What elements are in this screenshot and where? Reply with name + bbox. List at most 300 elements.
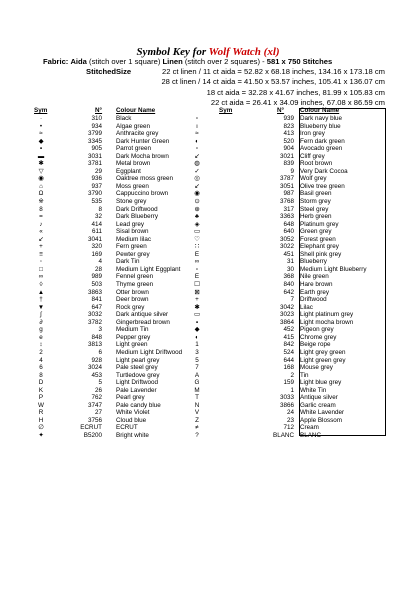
symbol-cell: □ [39,265,43,273]
table-row [34,432,204,440]
symbol-cell: ▭ [194,228,200,236]
table-row [34,153,204,161]
colour-name-cell: Light grey green [300,348,346,356]
symbol-cell: ▭ [194,311,200,319]
colour-name-cell: Apple Blossom [300,416,342,424]
symbol-cell: ⊠ [194,288,200,296]
colour-name-cell: Mouse grey [300,364,333,372]
dmc-number-cell: 23 [286,416,294,424]
fabric-sep: - [262,57,265,66]
symbol-cell: ▲ [37,288,45,296]
symbol-cell: ∫ [40,311,42,319]
dmc-number-cell: 451 [283,250,294,258]
size-line-2: 28 ct linen / 14 ct aida = 41.50 x 53.57 inches, 105.41 x 136.07 cm [161,77,385,86]
colour-name-cell: Dark Mocha brown [116,152,169,160]
table-row [34,334,204,342]
dmc-number-cell: 535 [91,198,102,206]
colour-name-cell: Parrot green [116,145,152,153]
table-row [34,379,204,387]
dmc-number-cell: 848 [91,333,102,341]
dmc-number-cell: 3345 [87,137,102,145]
colour-name-cell: Hare brown [300,281,333,289]
colour-name-cell: Thyme green [116,281,154,289]
dmc-number-cell: 4 [98,258,102,266]
dmc-number-cell: 503 [91,281,102,289]
dmc-number-cell: 987 [283,190,294,198]
colour-name-cell: ECRUT [116,424,138,432]
table-row [190,145,390,153]
symbol-cell: = [39,213,43,221]
dmc-number-cell: 3042 [279,303,294,311]
colour-name-cell: Driftwood [300,296,327,304]
colour-name-cell: Eggplant [116,167,141,175]
symbol-cell: · [39,115,43,122]
fabric-label: Fabric: [43,57,69,66]
table-row [34,341,204,349]
table-row [34,349,204,357]
table-row [34,183,204,191]
dmc-number-cell: 452 [283,326,294,334]
table-row [190,198,390,206]
left-symbol-table [34,115,204,440]
table-row [34,138,204,146]
colour-name-cell: Medium lilac [116,235,151,243]
symbol-cell: G [194,379,200,387]
table-row [190,379,390,387]
dmc-number-cell: 3021 [279,152,294,160]
colour-name-cell: Chrome grey [300,333,337,341]
colour-name-cell: Root brown [300,160,333,168]
table-row [190,273,390,281]
symbol-cell: ◎ [194,175,200,183]
table-row [34,296,204,304]
dmc-number-cell: 611 [91,228,102,236]
symbol-cell: ∞ [38,273,44,281]
colour-name-cell: Cream [300,424,319,432]
colour-name-cell: White Violet [116,409,150,417]
symbol-cell: ∷ [194,243,199,251]
colour-name-cell: Earth grey [300,288,330,296]
symbol-cell: K [38,386,44,394]
dmc-number-cell: 168 [283,364,294,372]
table-row [34,289,204,297]
symbol-cell: ◆ [38,137,44,145]
colour-name-cell: Lilac [300,303,313,311]
table-row [190,175,390,183]
colour-name-cell: Sisal brown [116,228,149,236]
colour-name-cell: Rock grey [116,303,145,311]
fabric-aida-note: (stitch over 1 square) [89,57,161,66]
colour-name-cell: Basil green [300,190,332,198]
symbol-cell: ⊕ [194,205,200,213]
dmc-number-cell: 936 [91,175,102,183]
symbol-cell: 3 [195,348,199,356]
colour-name-cell: Avocado green [300,145,343,153]
table-row [34,281,204,289]
table-row [190,160,390,168]
symbol-cell: ▫ [195,145,199,153]
colour-name-cell: Iron grey [300,130,325,138]
table-row [190,289,390,297]
colour-name-cell: Pewter grey [116,250,150,258]
dmc-number-cell: 3782 [87,318,102,326]
table-row [34,190,204,198]
size-line-3: 18 ct aida = 32.28 x 41.67 inches, 81.99 x 105.83 cm [206,88,385,97]
fabric-aida: Aida [70,57,87,66]
table-row [190,424,390,432]
title-prefix: Symbol Key for [136,46,209,58]
table-row [34,394,204,402]
table-row [34,228,204,236]
symbol-cell: ◈ [194,220,200,228]
table-row [34,198,204,206]
symbol-cell: ◉ [38,175,44,183]
symbol-cell: 7 [195,364,199,372]
size-line-1: 22 ct linen / 11 ct aida = 52.82 x 68.18 inches, 134.16 x 173.18 cm [162,67,385,76]
table-row [190,206,390,214]
symbol-cell: ≈ [195,130,199,138]
symbol-cell: ✓ [194,167,200,175]
colour-name-cell: Olive tree green [300,182,345,190]
symbol-cell: ▪ [39,145,43,153]
colour-name-cell: Beige rope [300,341,331,349]
symbol-cell: ⊙ [194,198,200,206]
colour-name-cell: Light blue grey [300,379,342,387]
colour-name-cell: Pepper grey [116,333,151,341]
table-row [34,236,204,244]
symbol-cell: ↙ [38,235,44,243]
colour-name-cell: Pale Lavender [116,386,157,394]
symbol-cell: ▪ [195,318,199,326]
colour-name-cell: Pale candy blue [116,401,161,409]
table-row [34,213,204,221]
symbol-cell: H [38,416,44,424]
colour-name-cell: Fern green [116,243,147,251]
dmc-number-cell: 317 [283,205,294,213]
dmc-number-cell: 320 [91,243,102,251]
symbol-cell: ✦ [38,431,44,439]
dmc-number-cell: 30 [286,265,294,273]
colour-name-cell: Pale steel grey [116,364,158,372]
table-row [190,372,390,380]
symbol-cell: ∂ [39,318,43,326]
table-row [190,243,390,251]
table-row [190,130,390,138]
dmc-number-cell: 520 [283,137,294,145]
colour-name-cell: Herb green [300,213,332,221]
symbol-cell: ▬ [37,152,45,160]
fabric-linen-note: (stitch over 2 squares) [184,57,260,66]
dmc-number-cell: 841 [91,296,102,304]
dmc-number-cell: 26 [94,386,102,394]
symbol-cell: ≡ [39,250,43,258]
table-row [34,417,204,425]
colour-name-cell: Gingerbread brown [116,318,170,326]
colour-name-cell: Very Dark Cocoa [300,167,348,175]
table-row [190,349,390,357]
colour-name-cell: Anthracite grey [116,130,159,138]
right-symbol-table [190,115,390,440]
dmc-number-cell: 904 [283,145,294,153]
colour-name-cell: Cliff grey [300,152,325,160]
table-row [34,357,204,365]
dmc-number-cell: 842 [283,341,294,349]
dmc-number-cell: 3022 [279,243,294,251]
table-row [34,258,204,266]
dmc-number-cell: 989 [91,273,102,281]
colour-name-cell: Deer brown [116,296,149,304]
dmc-number-cell: 3864 [279,318,294,326]
symbol-cell: 2 [39,348,43,356]
table-row [190,409,390,417]
colour-name-cell: Dark antique silver [116,311,169,319]
dmc-number-cell: 3052 [279,235,294,243]
symbol-cell: ✱ [194,303,200,311]
table-row [34,221,204,229]
colour-name-cell: Antique silver [300,394,338,402]
table-row [34,402,204,410]
table-row [34,311,204,319]
symbol-cell: 4 [39,356,43,364]
fabric-line [43,57,332,66]
table-row [34,266,204,274]
table-row [190,417,390,425]
table-row [34,130,204,138]
colour-name-cell: Lead grey [116,220,145,228]
symbol-cell: 6 [39,364,43,372]
table-row [34,364,204,372]
colour-name-cell: Storm grey [300,198,331,206]
table-row [34,206,204,214]
symbol-cell: ◍ [194,160,200,168]
symbol-cell: R [38,409,44,417]
table-row [190,190,390,198]
colour-name-cell: Light mocha brown [300,318,354,326]
title-name: Wolf Watch (xl) [208,46,280,58]
dmc-number-cell: 3024 [87,364,102,372]
symbol-cell: ✱ [38,160,44,168]
symbol-cell: ⌂ [39,182,43,190]
table-row [34,145,204,153]
symbol-cell: D [38,379,44,387]
colour-name-cell: Medium Light Blueberry [300,265,367,273]
fabric-linen: Linen [162,57,183,66]
dmc-number-cell: 823 [283,122,294,130]
table-row [34,168,204,176]
symbol-cell: 1 [195,341,199,349]
symbol-cell: ↙ [194,152,200,160]
symbol-cell: ☐ [194,281,200,289]
dmc-number-cell: ECRUT [80,424,102,432]
dmc-number-cell: 28 [94,265,102,273]
table-row [190,115,390,123]
dmc-number-cell: 453 [91,371,102,379]
colour-name-cell: Steel grey [300,205,329,213]
table-row [190,281,390,289]
dmc-number-cell: 642 [283,288,294,296]
dmc-number-cell: 840 [283,281,294,289]
colour-name-cell: Shell pink grey [300,250,342,258]
colour-name-cell: Bright white [116,431,149,439]
table-row [190,394,390,402]
table-row [190,402,390,410]
symbol-cell: ? [195,431,199,439]
dmc-number-cell: 24 [286,409,294,417]
colour-name-cell: Medium Tin [116,326,149,334]
table-row [190,311,390,319]
dmc-number-cell: 9 [290,167,294,175]
colour-name-cell: BLANC [300,431,321,439]
colour-name-cell: Pearl grey [116,394,145,402]
dmc-number-cell: 3799 [87,130,102,138]
symbol-cell: ◦ [39,258,43,266]
dmc-number-cell: 3813 [87,341,102,349]
table-row [190,341,390,349]
symbol-cell: ▫ [195,115,199,122]
colour-name-cell: Light green [116,341,148,349]
colour-name-cell: Black [116,115,132,122]
table-row [34,424,204,432]
colour-name-cell: White Tin [300,386,327,394]
table-row [190,228,390,236]
symbol-cell: Z [195,416,199,424]
symbol-cell: « [39,228,43,236]
table-row [190,123,390,131]
symbol-cell: ♪ [39,220,43,228]
dmc-number-cell: 414 [91,220,102,228]
dmc-number-cell: 413 [283,130,294,138]
symbol-cell: ◆ [194,326,200,334]
colour-name-cell: Garlic cream [300,401,336,409]
colour-name-cell: Elephant grey [300,243,339,251]
symbol-cell: ※ [38,198,44,206]
colour-name-cell: Pigeon grey [300,326,334,334]
colour-name-cell: Fern dark green [300,137,345,145]
dmc-number-cell: 27 [94,409,102,417]
colour-name-cell: Moss green [116,182,149,190]
symbol-cell: Ω [38,190,44,198]
dmc-number-cell: 3866 [279,401,294,409]
table-row [190,387,390,395]
symbol-cell: A [194,371,200,379]
dmc-number-cell: B5200 [83,431,102,439]
colour-name-cell: Fennel green [116,273,154,281]
table-row [190,357,390,365]
dmc-number-cell: 31 [286,258,294,266]
table-row [190,138,390,146]
dmc-number-cell: 3787 [279,175,294,183]
symbol-cell: P [38,394,44,402]
table-row [190,258,390,266]
table-row [190,304,390,312]
left-col-sym-header: Sym [34,107,48,114]
table-row [190,251,390,259]
dmc-number-cell: 640 [283,228,294,236]
left-col-num-header: N° [95,107,103,114]
table-row [190,236,390,244]
dmc-number-cell: BLANC [273,431,294,439]
symbol-cell: ◐ [195,137,199,145]
table-row [190,213,390,221]
colour-name-cell: Platinum grey [300,220,339,228]
colour-name-cell: Dark navy blue [300,115,342,122]
colour-name-cell: Wolf grey [300,175,327,183]
colour-name-cell: Medium Light Eggplant [116,265,181,273]
size-line-4: 22 ct aida = 26.41 x 34.09 inches, 67.08 x 86.59 cm [210,98,385,107]
symbol-cell: ◊ [39,281,43,289]
table-row [34,160,204,168]
table-row [190,319,390,327]
dmc-number-cell: 644 [283,356,294,364]
symbol-cell: + [39,243,43,251]
table-row [34,175,204,183]
colour-name-cell: Stone grey [116,198,147,206]
symbol-cell: e [39,333,43,341]
stitched-size-label: StitchedSize [86,67,132,76]
table-row [34,273,204,281]
table-row [34,251,204,259]
table-row [190,334,390,342]
colour-name-cell: Dark Driftwood [116,205,158,213]
symbol-cell: ♡ [194,235,200,243]
dmc-number-cell: 905 [91,145,102,153]
table-row [34,372,204,380]
symbol-cell: • [39,122,43,130]
colour-name-cell: Blueberry blue [300,122,341,130]
colour-name-cell: Light pearl grey [116,356,160,364]
table-row [190,364,390,372]
colour-name-cell: Forest green [300,235,336,243]
colour-name-cell: Dark Tin [116,258,140,266]
dmc-number-cell: 712 [283,424,294,432]
symbol-cell: 8 [39,371,43,379]
dmc-number-cell: 3363 [279,213,294,221]
table-row [190,326,390,334]
table-row [34,243,204,251]
table-row [34,326,204,334]
colour-name-cell: Cloud blue [116,416,147,424]
dmc-number-cell: 3051 [279,182,294,190]
right-col-name-header: Colour Name [300,107,340,114]
symbol-cell: M [194,386,200,394]
colour-name-cell: Cappuccino brown [116,190,169,198]
colour-name-cell: Dark Hunter Green [116,137,170,145]
dmc-number-cell: 3747 [87,401,102,409]
symbol-cell: ♣ [194,213,200,221]
dmc-number-cell: 8 [98,205,102,213]
table-row [190,153,390,161]
symbol-cell: ▼ [37,303,45,311]
symbol-cell: 5 [195,356,199,364]
dmc-number-cell: 928 [91,356,102,364]
symbol-cell: V [194,409,200,417]
dmc-number-cell: 3756 [87,416,102,424]
table-row [34,319,204,327]
table-row [34,304,204,312]
symbol-cell: ↕ [39,341,43,349]
symbol-cell: † [39,296,43,304]
table-row [190,221,390,229]
colour-name-cell: Light green grey [300,356,346,364]
table-row [190,432,390,440]
symbol-cell: Ε [194,273,200,281]
symbol-cell: ▽ [38,167,44,175]
dmc-number-cell: 368 [283,273,294,281]
table-row [34,387,204,395]
dmc-number-cell: 939 [283,115,294,122]
colour-name-cell: Turtledove grey [116,371,160,379]
dmc-number-cell: 937 [91,182,102,190]
